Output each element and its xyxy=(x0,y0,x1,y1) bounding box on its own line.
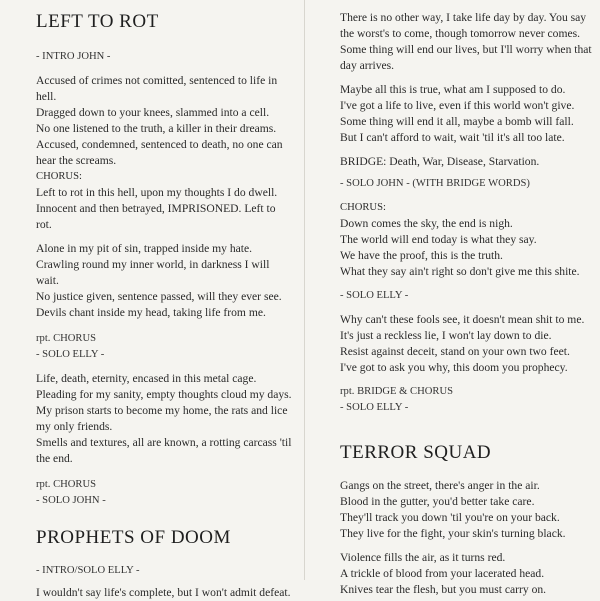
song-title-left-to-rot: LEFT TO ROT xyxy=(36,11,159,32)
lyric-line: I've got a life to live, even if this world won't give. xyxy=(340,99,575,112)
verse-2 xyxy=(340,550,592,598)
chorus-label: CHORUS: xyxy=(36,171,82,182)
lyric-line: A trickle of blood from your lacerated head. xyxy=(340,567,545,580)
lyric-line: Left to rot in this hell, upon my thoughts I do dwell. xyxy=(36,186,278,199)
song-title-terror-squad: TERROR SQUAD xyxy=(340,442,492,463)
chorus-label: CHORUS: xyxy=(340,202,386,213)
verse-1 xyxy=(36,73,298,169)
solo-label: - SOLO ELLY - xyxy=(36,349,105,360)
lyric-line: Some thing will end our lives, but I'll worry when that xyxy=(340,43,592,56)
lyric-line: hear the screams. xyxy=(36,154,117,167)
verse-1 xyxy=(340,10,592,74)
lyric-line: Some thing will end it all, maybe a bomb will fall. xyxy=(340,115,574,128)
lyric-line: Blood in the gutter, you'd better take care. xyxy=(340,495,535,508)
repeat-chorus-label: rpt. CHORUS xyxy=(36,479,97,490)
lyric-line: Resist against deceit, stand on your own two feet. xyxy=(340,345,570,358)
lyric-line: No justice given, sentence passed, will they ever see. xyxy=(36,290,282,303)
lyric-line: Maybe all this is true, what am I supposed to do. xyxy=(340,83,566,96)
solo-label: - SOLO JOHN - (WITH BRIDGE WORDS) xyxy=(340,178,530,189)
verse-3 xyxy=(36,371,298,467)
solo-label: - SOLO ELLY - xyxy=(340,290,409,301)
lyric-line: Pleading for my sanity, empty thoughts cloud my days. xyxy=(36,388,292,401)
lyric-line: rot. xyxy=(36,218,52,231)
lyric-line: Gangs on the street, there's anger in the air. xyxy=(340,479,540,492)
solo-label: - SOLO ELLY - xyxy=(340,402,409,413)
lyric-line: We have the proof, this is the truth. xyxy=(340,249,503,262)
right-column xyxy=(340,0,592,598)
verse-3 xyxy=(340,312,592,376)
chorus xyxy=(340,216,592,280)
lyric-line: Down comes the sky, the end is nigh. xyxy=(340,217,513,230)
lyric-line: The world will end today is what they say. xyxy=(340,233,537,246)
lyric-line: the end. xyxy=(36,452,73,465)
column-divider xyxy=(304,0,305,580)
lyric-line: Alone in my pit of sin, trapped inside my hate. xyxy=(36,242,253,255)
bridge-line: BRIDGE: Death, War, Disease, Starvation. xyxy=(340,155,540,168)
lyric-line: Accused of crimes not comitted, sentenced to life in xyxy=(36,74,278,87)
lyric-line: hell. xyxy=(36,90,57,103)
lyric-line: Knives tear the flesh, but you must carry on. xyxy=(340,583,547,596)
lyric-line: No one listened to the truth, a killer in their dreams. xyxy=(36,122,277,135)
lyric-line: They live for the fight, your skin's turning black. xyxy=(340,527,566,540)
lyric-line: Dragged down to your knees, slammed into a cell. xyxy=(36,106,270,119)
lyric-line: But I can't afford to wait, wait 'til it's all too late. xyxy=(340,131,565,144)
lyric-line: wait. xyxy=(36,274,59,287)
lyric-line: Accused, condemned, sentenced to death, no one can xyxy=(36,138,283,151)
lyric-line: Devils chant inside my head, taking life from me. xyxy=(36,306,266,319)
chorus xyxy=(36,185,298,233)
solo-label: - SOLO JOHN - xyxy=(36,495,106,506)
verse-2 xyxy=(36,241,298,321)
lyric-line: I've got to ask you why, this doom you prophecy. xyxy=(340,361,568,374)
lyric-line: Why can't these fools see, it doesn't mean shit to me. xyxy=(340,313,585,326)
song-title-prophets-of-doom: PROPHETS OF DOOM xyxy=(36,527,231,548)
lyric-line: day arrives. xyxy=(340,59,395,72)
lyric-line: the worst's to come, though tomorrow never comes. xyxy=(340,27,581,40)
lyric-line: Smells and textures, all are known, a rotting carcass 'til xyxy=(36,436,292,449)
left-column xyxy=(36,0,298,601)
lyric-line: There is no other way, I take life day by day. You say xyxy=(340,11,587,24)
lyric-line: They'll track you down 'til you're on your back. xyxy=(340,511,560,524)
repeat-bridge-chorus-label: rpt. BRIDGE & CHORUS xyxy=(340,386,454,397)
repeat-chorus-label: rpt. CHORUS xyxy=(36,333,97,344)
lyric-line: Violence fills the air, as it turns red. xyxy=(340,551,506,564)
intro-label: - INTRO/SOLO ELLY - xyxy=(36,565,140,576)
intro-label: - INTRO JOHN - xyxy=(36,51,111,62)
lyric-line: my only friends. xyxy=(36,420,113,433)
verse-1 xyxy=(340,478,592,542)
lyric-line: Innocent and then betrayed, IMPRISONED. Left to xyxy=(36,202,276,215)
lyric-line: I wouldn't say life's complete, but I won't admit defeat. xyxy=(36,586,291,599)
lyric-line: My prison starts to become my home, the rats and lice xyxy=(36,404,288,417)
verse-2 xyxy=(340,82,592,146)
lyric-line: Life, death, eternity, encased in this metal cage. xyxy=(36,372,257,385)
lyric-line: It's just a reckless lie, I won't lay down to die. xyxy=(340,329,552,342)
lyric-line: What they say ain't right so don't give me this shite. xyxy=(340,265,580,278)
lyric-line: Crawling round my inner world, in darkness I will xyxy=(36,258,270,271)
